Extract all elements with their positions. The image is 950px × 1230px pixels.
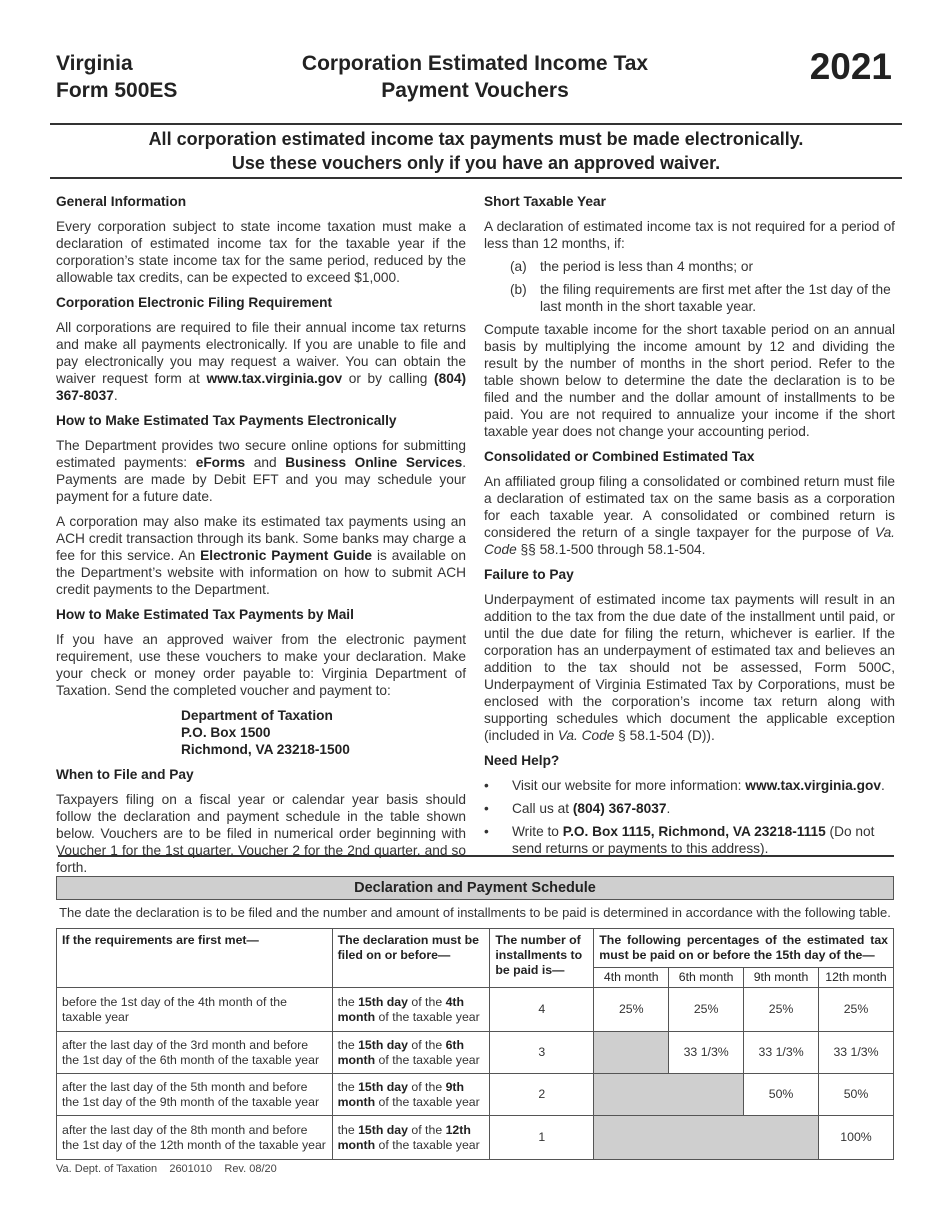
percent-cell: 100% — [819, 1116, 894, 1160]
efile-requirement-text: All corporations are required to file their annual income tax returns and make all payments electronically. If you are unable to file and pay electronically you may request a waiver. You can obtain the waiver request form at www.tax.virginia.gov or by calling (804) 367-8037. — [56, 320, 466, 403]
requirement-cell: after the last day of the 3rd month and before the 1st day of the 6th month of the taxable year — [57, 1032, 333, 1074]
requirement-cell: after the last day of the 5th month and before the 1st day of the 9th month of the taxable year — [57, 1074, 333, 1116]
need-help-heading: Need Help? — [484, 753, 560, 768]
form-identifier — [56, 50, 177, 104]
state-name: Virginia — [56, 52, 133, 75]
percent-cell: 25% — [819, 988, 894, 1032]
requirement-cell: before the 1st day of the 4th month of the taxable year — [57, 988, 333, 1032]
percent-cell: 25% — [594, 988, 669, 1032]
percent-cell: 25% — [669, 988, 744, 1032]
banner-line1: All corporation estimated income tax payments must be made electronically. — [148, 129, 804, 149]
compute-taxable-income-text: Compute taxable income for the short taxable period on an annual basis by multiplying the income amount by 12 and dividing the result by the number of months in the short period. Refer to the table shown below to determine the date the declaration is to be filed and the number and the dollar amount of installments to be paid. You are not required to annualize your income if the short taxable year does not change your accounting period. — [484, 322, 895, 439]
failure-to-pay-text: Underpayment of estimated income tax payments will result in an addition to the tax from the due date of the installment until paid, or until the due date for filing the return, whichever is earlier. If the corporation has an underpayment of estimated tax and believes an addition to the tax should not be assessed, Form 500C, Underpayment of Virginia Estimated Tax by Corporations, must be enclosed with the corporation’s income tax return along with supporting schedules which document the applicable exception (included in Va. Code § 58.1-504 (D)). — [484, 592, 895, 743]
website-link[interactable]: www.tax.virginia.gov — [206, 371, 343, 386]
percent-cell: 50% — [744, 1074, 819, 1116]
month-col-4: 12th month — [819, 968, 894, 988]
month-col-2: 6th month — [669, 968, 744, 988]
month-col-1: 4th month — [594, 968, 669, 988]
efile-requirement-heading: Corporation Electronic Filing Requirement — [56, 295, 333, 310]
month-col-3: 9th month — [744, 968, 819, 988]
installments-cell: 4 — [490, 988, 594, 1032]
phone-number: (804) 367-8037 — [56, 371, 466, 403]
table-row — [57, 1116, 894, 1160]
percent-cell: 50% — [819, 1074, 894, 1116]
consolidated-tax-text: An affiliated group filing a consolidated or combined return must file a declaration of estimated tax on the same basis as a corporation for each taxable year. A consolidated or combined return is considered the return of a single taxpayer for the purpose of Va. Code §§ 58.1-500 through 58.1-504. — [484, 474, 895, 557]
eforms-option: eForms — [195, 455, 246, 470]
banner-line2: Use these vouchers only if you have an approved waiver. — [231, 153, 721, 173]
short-taxable-year-heading: Short Taxable Year — [484, 194, 606, 209]
help-phone-number: (804) 367-8037 — [572, 801, 667, 816]
electronic-payment-banner — [50, 127, 902, 175]
consolidated-tax-heading: Consolidated or Combined Estimated Tax — [484, 449, 755, 464]
table-header-row — [57, 929, 894, 968]
shaded-cell — [594, 1032, 669, 1074]
help-item-phone: • Call us at (804) 367-8037. — [484, 801, 671, 816]
header-requirements: If the requirements are first met— — [57, 929, 333, 988]
when-to-file-heading: When to File and Pay — [56, 767, 194, 782]
ach-payment-text: A corporation may also make its estimated tax payments using an ACH credit transaction through its bank. Some banks may charge a fee for this service. An Electronic Payment Guide is available on the Department’s website with information on how to submit ACH credit payments to the Department. — [56, 514, 467, 597]
pay-by-mail-heading: How to Make Estimated Tax Payments by Mail — [56, 607, 354, 622]
installments-cell: 3 — [490, 1032, 594, 1074]
percent-cell: 33 1/3% — [819, 1032, 894, 1074]
payment-schedule-table — [56, 928, 894, 1160]
business-online-services-option: Business Online Services — [285, 455, 463, 470]
electronic-payment-guide: Electronic Payment Guide — [200, 548, 373, 563]
when-to-file-text: Taxpayers filing on a fiscal year or calendar year basis should follow the declaration and payment schedule in the table shown below. Vouchers are to be filed in numerical order beginning with Voucher 1 for the 1st quarter, Voucher 2 for the 2nd quarter, and so forth. — [56, 792, 466, 875]
pay-electronically-text: The Department provides two secure online options for submitting estimated payments: eForms and Business Online Services. Payments are made by Debit EFT and you may schedule your payment for a future date. — [56, 438, 466, 504]
header-installments: The number of installments to be paid is— — [490, 929, 594, 988]
help-mailing-address: P.O. Box 1115, Richmond, VA 23218-1115 — [562, 824, 826, 839]
help-item-mail: • Write to P.O. Box 1115, Richmond, VA 23218-1115 (Do not send returns or payments to this address). — [484, 824, 875, 856]
percent-cell: 33 1/3% — [669, 1032, 744, 1074]
requirement-cell: after the last day of the 8th month and before the 1st day of the 12th month of the taxable year — [57, 1116, 333, 1160]
top-divider — [50, 123, 902, 125]
help-item-website: • Visit our website for more information: www.tax.virginia.gov. — [484, 778, 885, 793]
help-website-link[interactable]: www.tax.virginia.gov — [745, 778, 881, 793]
section-divider — [58, 855, 894, 857]
installments-cell: 2 — [490, 1074, 594, 1116]
table-row — [57, 988, 894, 1032]
shaded-cell — [594, 1116, 819, 1160]
form-footer: Va. Dept. of Taxation 2601010 Rev. 08/20 — [56, 1163, 277, 1175]
address-line3: Richmond, VA 23218-1500 — [181, 742, 350, 757]
tax-year: 2021 — [809, 46, 892, 87]
pay-electronically-heading: How to Make Estimated Tax Payments Electronically — [56, 413, 397, 428]
table-row — [57, 1074, 894, 1116]
general-information-text: Every corporation subject to state income taxation must make a declaration of estimated income tax for the taxable year if the corporation’s state income tax for the same period, reduced by the allowable tax credits, can be expected to exceed $1,000. — [56, 219, 466, 285]
schedule-intro: The date the declaration is to be filed and the number and amount of installments to be paid is determined in accordance with the following table. — [59, 905, 891, 920]
address-line1: Department of Taxation — [181, 708, 333, 723]
address-line2: P.O. Box 1500 — [181, 725, 271, 740]
declaration-cell: the 15th day of the 9th month of the taxable year — [332, 1074, 490, 1116]
header-percentages: The following percentages of the estimated tax must be paid on or before the 15th day of the— — [594, 929, 894, 968]
form-title — [270, 50, 680, 104]
pay-by-mail-text: If you have an approved waiver from the electronic payment requirement, use these vouchers to make your declaration. Make your check or money order payable to: Virginia Department of Taxation. Send the completed voucher and payment to: — [56, 632, 466, 698]
banner-divider — [50, 177, 902, 179]
short-taxable-year-text: A declaration of estimated income tax is not required for a period of less than 12 months, if: — [484, 219, 895, 251]
condition-a: (a) the period is less than 4 months; or — [510, 259, 754, 274]
percent-cell: 33 1/3% — [744, 1032, 819, 1074]
form-number: Form 500ES — [56, 79, 178, 102]
condition-b: (b) the filing requirements are first met after the 1st day of the last month in the short taxable year. — [510, 282, 891, 314]
shaded-cell — [594, 1074, 744, 1116]
bullet-icon: • — [484, 801, 489, 816]
bullet-icon: • — [484, 824, 489, 839]
header-declaration-date: The declaration must be filed on or before— — [332, 929, 490, 988]
failure-to-pay-heading: Failure to Pay — [484, 567, 574, 582]
general-information-heading: General Information — [56, 194, 187, 209]
declaration-cell: the 15th day of the 6th month of the taxable year — [332, 1032, 490, 1074]
percent-cell: 25% — [744, 988, 819, 1032]
left-column — [56, 193, 466, 884]
form-title-line2: Payment Vouchers — [381, 79, 569, 102]
installments-cell: 1 — [490, 1116, 594, 1160]
form-title-line1: Corporation Estimated Income Tax — [301, 52, 649, 75]
table-row — [57, 1032, 894, 1074]
declaration-cell: the 15th day of the 12th month of the taxable year — [332, 1116, 490, 1160]
right-column — [484, 193, 895, 863]
schedule-title: Declaration and Payment Schedule — [56, 876, 894, 900]
declaration-cell: the 15th day of the 4th month of the taxable year — [332, 988, 490, 1032]
mailing-address — [181, 707, 466, 758]
bullet-icon: • — [484, 778, 489, 793]
